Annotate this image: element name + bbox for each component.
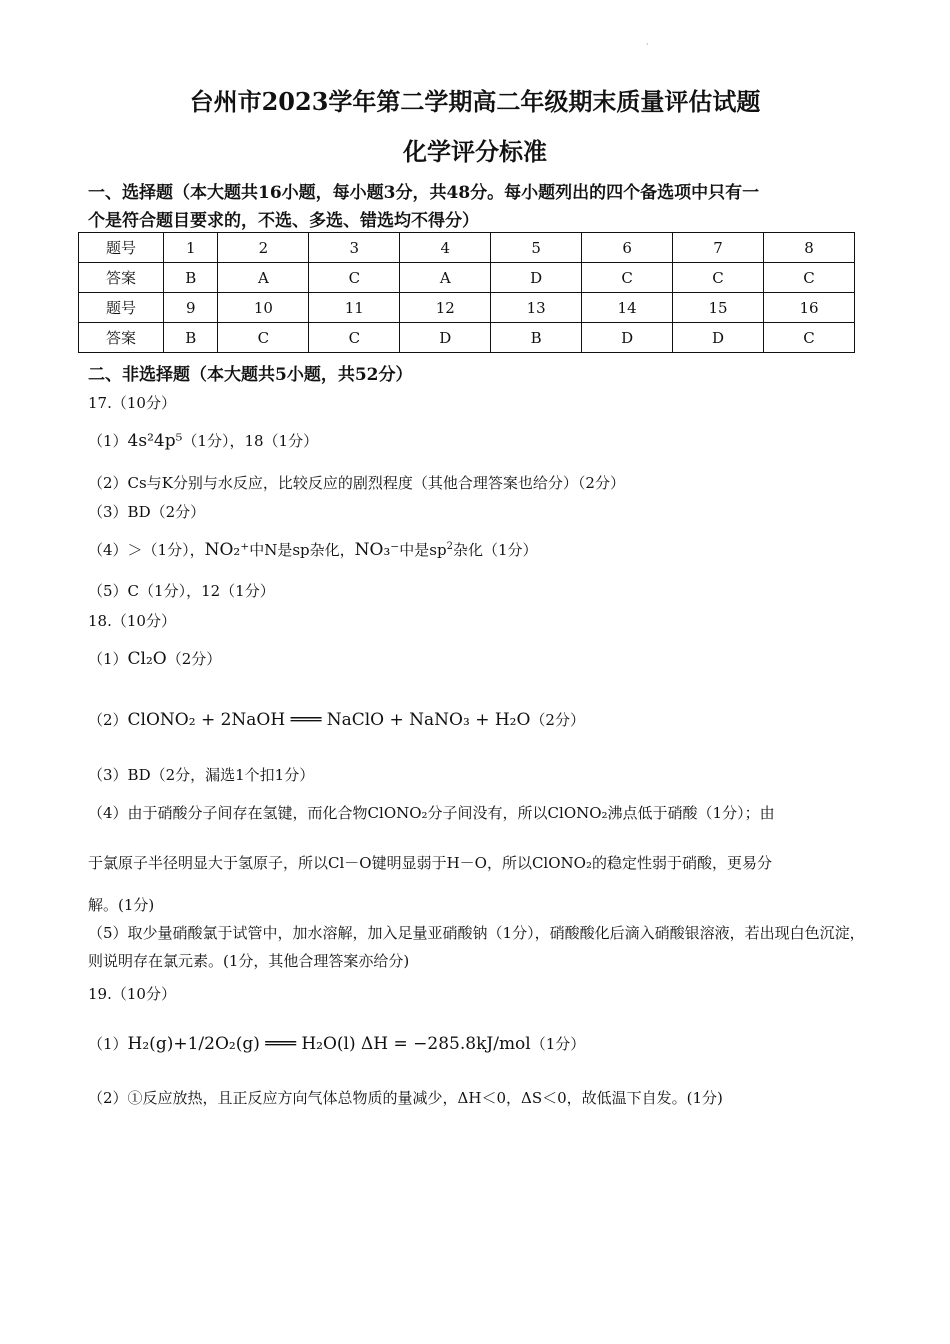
table-row-answers-1: [79, 263, 855, 293]
table-cell: 1: [164, 233, 218, 263]
q17-part1-score: （1分），18（1分）: [182, 432, 319, 450]
table-cell: C: [673, 263, 764, 293]
q18-part4-line2: 于氯原子半径明显大于氢原子，所以Cl－O键明显弱于H－O，所以ClONO₂的稳定性弱于硝酸，更易分: [88, 854, 772, 872]
table-cell: 12: [400, 293, 491, 323]
table-row-questions-2: [79, 293, 855, 323]
q18-part2-prefix: （2）: [88, 711, 128, 729]
table-cell: 9: [164, 293, 218, 323]
section1-heading-line2: 个是符合题目要求的，不选、多选、错选均不得分）: [88, 211, 479, 231]
q17-part4-score: 杂化（1分）: [452, 541, 538, 559]
table-cell: 10: [218, 293, 309, 323]
table-cell: C: [309, 323, 400, 353]
table-cell: 6: [582, 233, 673, 263]
q17-part3: （3）BD（2分）: [88, 503, 206, 521]
q18-part3: （3）BD（2分，漏选1个扣1分）: [88, 766, 315, 784]
table-cell: 7: [673, 233, 764, 263]
table-cell: A: [218, 263, 309, 293]
q18-part1-formula: Cl₂O: [127, 649, 167, 669]
table-cell: C: [309, 263, 400, 293]
table-row-questions-1: [79, 233, 855, 263]
table-cell: C: [763, 263, 854, 293]
multiple-choice-answer-table: [78, 232, 855, 353]
q19-part1: [88, 1033, 585, 1054]
table-cell: 2: [218, 233, 309, 263]
row-label-answer: 答案: [79, 263, 164, 293]
document-subtitle: 化学评分标准: [403, 137, 547, 166]
table-cell: C: [763, 323, 854, 353]
q19-part1-equation: H₂(g)+1/2O₂(g) ═══ H₂O(l) ΔH = −285.8kJ/mol: [127, 1034, 531, 1054]
section2-heading: 二、非选择题（本大题共5小题，共52分）: [88, 365, 413, 385]
page-dot-mark: ·: [646, 40, 649, 49]
q18-part2: [88, 709, 585, 730]
q17-part4-sup: 2: [446, 541, 453, 552]
table-cell: 4: [400, 233, 491, 263]
q17-heading: 17.（10分）: [88, 394, 176, 412]
q17-part4-prefix: （4）＞（1分），: [88, 541, 205, 559]
table-cell: D: [400, 323, 491, 353]
row-label-answer: 答案: [79, 323, 164, 353]
table-cell: 16: [763, 293, 854, 323]
q17-part1-prefix: （1）: [88, 432, 128, 450]
q18-heading: 18.（10分）: [88, 612, 176, 630]
q18-part1: [88, 648, 221, 669]
q17-part4-text2: 中是sp: [399, 541, 447, 559]
table-row-answers-2: [79, 323, 855, 353]
q18-part5: （5）取少量硝酸氯于试管中，加水溶解，加入足量亚硝酸钠（1分），硝酸酸化后滴入硝酸银溶液，若出现白色沉淀，则说明存在氯元素。(1分，其他合理答案亦给分): [88, 924, 865, 970]
q19-part1-score: （1分）: [530, 1035, 586, 1053]
table-cell: 15: [673, 293, 764, 323]
q17-part5: （5）C（1分），12（1分）: [88, 582, 275, 600]
q18-part1-score: （2分）: [166, 650, 222, 668]
q18-part2-equation: ClONO₂ + 2NaOH ═══ NaClO + NaNO₃ + H₂O: [127, 710, 531, 730]
q17-part4-ion-no2: NO₂⁺: [204, 540, 250, 560]
q17-part4: [88, 539, 537, 560]
q17-part4-ion-no3: NO₃⁻: [354, 540, 400, 560]
table-cell: D: [491, 263, 582, 293]
table-cell: B: [164, 263, 218, 293]
table-cell: D: [582, 323, 673, 353]
row-label-question: 题号: [79, 293, 164, 323]
q19-heading: 19.（10分）: [88, 985, 176, 1003]
q18-part4-line1: （4）由于硝酸分子间存在氢键，而化合物ClONO₂分子间没有，所以ClONO₂沸点低于硝酸（1分）；由: [88, 804, 775, 822]
q17-part1: [88, 430, 318, 451]
table-cell: B: [164, 323, 218, 353]
table-cell: 14: [582, 293, 673, 323]
table-cell: A: [400, 263, 491, 293]
table-cell: 5: [491, 233, 582, 263]
q19-part1-prefix: （1）: [88, 1035, 128, 1053]
table-cell: 13: [491, 293, 582, 323]
table-cell: D: [673, 323, 764, 353]
q18-part2-score: （2分）: [530, 711, 585, 729]
row-label-question: 题号: [79, 233, 164, 263]
table-cell: 3: [309, 233, 400, 263]
table-cell: 8: [763, 233, 854, 263]
q19-part2: （2）①反应放热，且正反应方向气体总物质的量减少，ΔH＜0，ΔS＜0，故低温下自发。(1分): [88, 1089, 723, 1107]
q18-part4-line3: 解。(1分): [88, 896, 155, 914]
q17-part1-formula: 4s²4p⁵: [127, 431, 183, 451]
q18-part1-prefix: （1）: [88, 650, 128, 668]
section1-heading-line1: 一、选择题（本大题共16小题，每小题3分，共48分。每小题列出的四个备选项中只有一: [88, 183, 760, 203]
q17-part4-text1: 中N是sp杂化，: [249, 541, 355, 559]
table-cell: C: [582, 263, 673, 293]
table-cell: B: [491, 323, 582, 353]
document-title: 台州市2023学年第二学期高二年级期末质量评估试题: [189, 87, 761, 116]
table-cell: 11: [309, 293, 400, 323]
q17-part2: （2）Cs与K分别与水反应，比较反应的剧烈程度（其他合理答案也给分）（2分）: [88, 474, 625, 492]
table-cell: C: [218, 323, 309, 353]
